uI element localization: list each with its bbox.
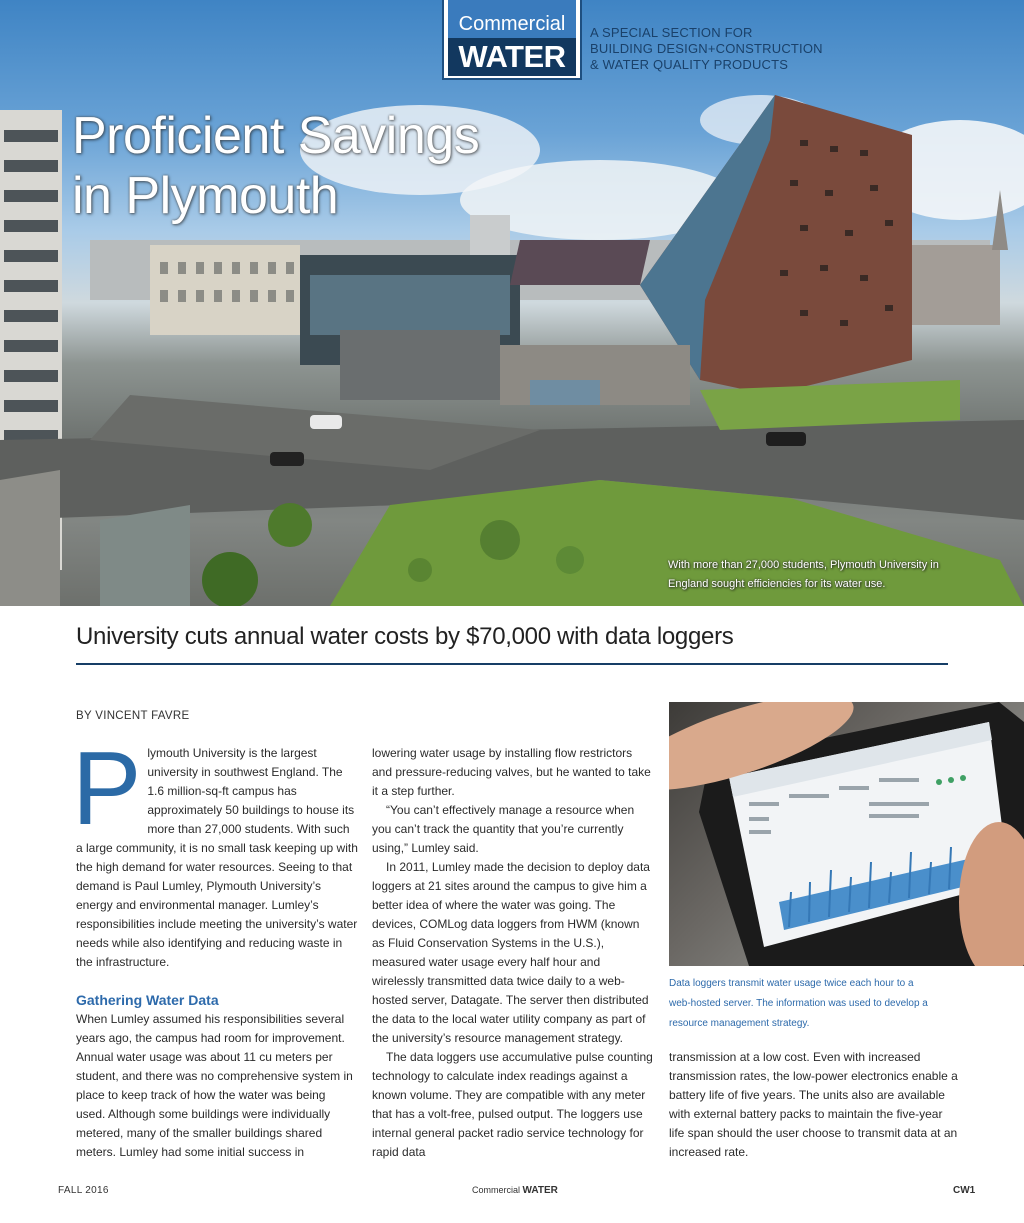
body-paragraph: In 2011, Lumley made the decision to deploy data loggers at 21 sites around the campus to give him a better idea of where the water was going. The devices, COMLog data loggers from HWM (known as Fluid Conservation Systems in the U.S.), measured water usage every half hour and wirelessly transmitted data twice daily to a web-hosted server, Datagate. The server then distributed the data to the local water utility company as part of the university’s resource management strategy.: [372, 860, 650, 1045]
photo-caption-line: Data loggers transmit water usage twice each hour to a: [669, 978, 914, 989]
intro-text: lymouth University is the largest university in southwest England. The 1.6 million-sq-ft campus has approximately 50 buildings to house its more than 27,000 students. With such a large community, it is no small task keeping up with the high demand for water resources. Seeing to that demand is Paul Lumley, Plymouth University’s energy and environmental manager. Lumley’s responsibilities include meeting the university’s water needs while also identifying and reducing waste in the infrastructure.: [76, 746, 358, 969]
article-column-2: [372, 744, 654, 1162]
drop-cap: P: [72, 731, 142, 847]
section-note-line: A SPECIAL SECTION FOR: [590, 25, 753, 40]
body-paragraph: When Lumley assumed his responsibilities several years ago, the campus had room for improvement. Annual water usage was about 11 cu meters per student, and there was no comprehensive system in place to keep track of how the water was being used. Although some buildings were individually metered, many of the smaller buildings shared meters. Lumley had some initial success in: [76, 1012, 353, 1159]
special-section-note: [590, 25, 823, 73]
section-note-line: BUILDING DESIGN+CONSTRUCTION: [590, 41, 823, 56]
article-subhead: University cuts annual water costs by $70,000 with data loggers: [76, 623, 734, 650]
title-line: in Plymouth: [72, 167, 339, 225]
intro-paragraph: [72, 731, 358, 972]
data-logger-phone-photo: [669, 702, 1024, 966]
masthead-commercial: Commercial: [448, 0, 576, 38]
footer-publication: [472, 1185, 558, 1196]
article-column-1: [72, 731, 358, 1162]
photo-caption: [669, 974, 969, 1034]
photo-caption-line: resource management strategy.: [669, 1018, 810, 1029]
page-number: CW1: [953, 1185, 976, 1196]
title-line: Proficient Savings: [72, 107, 480, 165]
photo-caption-line: web-hosted server. The information was used to develop a: [669, 998, 928, 1009]
hero-photo: [0, 0, 1024, 606]
article-title: [72, 106, 479, 226]
footer-publication-light: Commercial: [472, 1185, 523, 1195]
hero-caption-line: With more than 27,000 students, Plymouth University in: [668, 559, 939, 571]
byline: BY VINCENT FAVRE: [76, 710, 190, 722]
hero-caption-line: England sought efficiencies for its water use.: [668, 578, 886, 590]
campus-photo-illustration: [0, 0, 1024, 606]
issue-date: FALL 2016: [58, 1185, 109, 1196]
body-paragraph: lowering water usage by installing flow restrictors and pressure-reducing valves, but he wanted to take it a step further.: [372, 746, 651, 798]
hero-caption: [668, 556, 968, 594]
masthead-water: WATER: [448, 38, 576, 76]
body-paragraph: The data loggers use accumulative pulse counting technology to calculate index readings against a known volume. They are compatible with any meter that has a volt-free, pulsed output. The loggers use internal general packet radio service technology for rapid data: [372, 1050, 653, 1159]
phone-illustration: [669, 702, 1024, 966]
quote-paragraph: “You can’t effectively manage a resource when you can’t track the quantity that you’re currently using,” Lumley said.: [372, 803, 635, 855]
section-note-line: & WATER QUALITY PRODUCTS: [590, 57, 789, 72]
section-heading: Gathering Water Data: [76, 992, 219, 1008]
masthead-logo: [442, 0, 582, 80]
article-column-3: [669, 1048, 959, 1162]
body-paragraph: transmission at a low cost. Even with increased transmission rates, the low-power electronics enable a battery life of five years. The units also are available with external battery packs to maintain the five-year life span should the user choose to transmit data at an increased rate.: [669, 1050, 958, 1159]
footer-publication-bold: WATER: [522, 1185, 558, 1196]
headline-rule: [76, 663, 948, 665]
